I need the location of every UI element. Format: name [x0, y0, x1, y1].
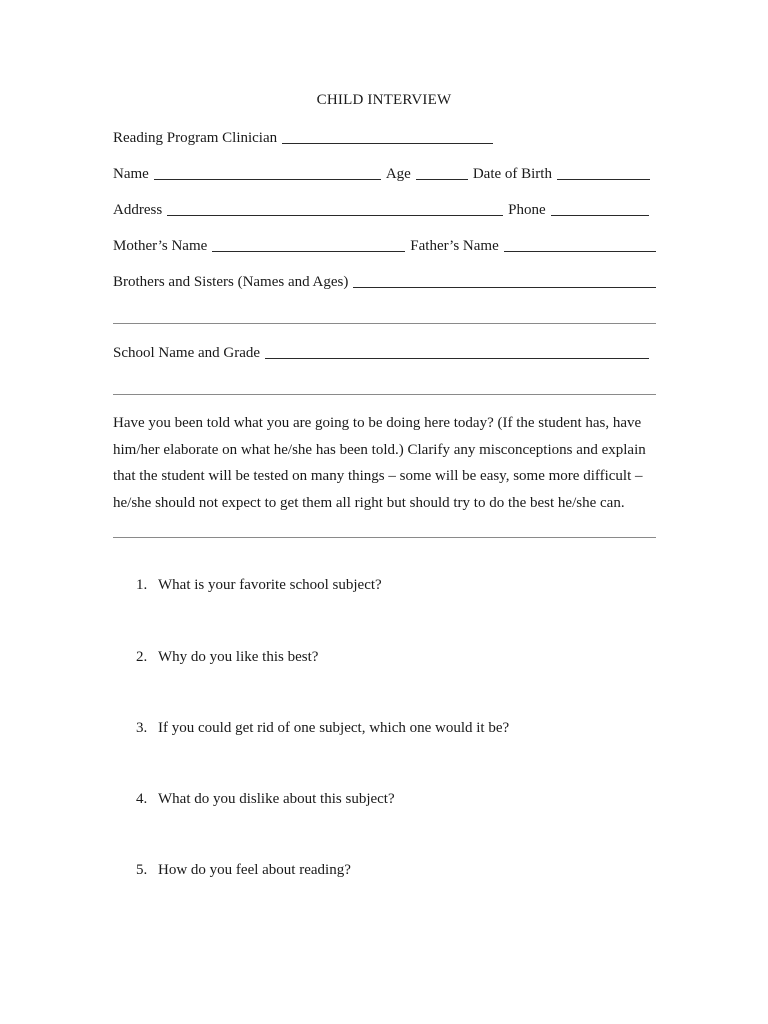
school-label: School Name and Grade	[113, 345, 261, 361]
address-row	[113, 201, 649, 219]
siblings-label: Brothers and Sisters (Names and Ages)	[113, 274, 349, 290]
question-text: If you could get rid of one subject, which one would it be?	[158, 720, 510, 736]
school-row	[113, 344, 649, 362]
address-field[interactable]	[167, 214, 503, 216]
question-item	[136, 790, 395, 808]
phone-field[interactable]	[551, 214, 649, 216]
name-label: Name	[113, 166, 149, 182]
question-number: 5.	[136, 862, 148, 878]
mother-field[interactable]	[212, 250, 405, 252]
question-number: 4.	[136, 791, 148, 807]
instructions-line: he/she should not expect to get them all right but should try to do the best he/she can.	[113, 494, 625, 511]
question-text: What do you dislike about this subject?	[158, 791, 395, 807]
question-text: Why do you like this best?	[158, 649, 319, 665]
dob-label: Date of Birth	[472, 166, 552, 182]
clinician-label: Reading Program Clinician	[113, 130, 278, 146]
phone-label: Phone	[508, 202, 546, 218]
dob-field[interactable]	[557, 178, 650, 180]
age-field[interactable]	[416, 178, 468, 180]
question-item	[136, 648, 318, 666]
instructions-line: that the student will be tested on many things – some will be easy, some more difficult –	[113, 468, 643, 484]
siblings-row	[113, 273, 656, 291]
parents-row	[113, 237, 656, 255]
father-label: Father’s Name	[410, 238, 499, 254]
school-field[interactable]	[265, 357, 649, 359]
age-label: Age	[385, 166, 411, 182]
instructions-line: Have you been told what you are going to be doing here today? (If the student has, have	[113, 415, 642, 431]
mother-label: Mother’s Name	[113, 238, 208, 254]
siblings-continuation-line[interactable]	[113, 323, 656, 324]
question-text: How do you feel about reading?	[158, 862, 351, 878]
instructions-response-line[interactable]	[113, 537, 656, 538]
question-item	[136, 719, 509, 737]
question-number: 1.	[136, 577, 148, 593]
clinician-row	[113, 129, 493, 147]
address-label: Address	[113, 202, 163, 218]
instructions-paragraph	[113, 410, 658, 516]
question-number: 2.	[136, 649, 148, 665]
question-item	[136, 861, 351, 879]
name-row	[113, 165, 650, 183]
instructions-line: him/her elaborate on what he/she has been told.) Clarify any misconceptions and explain	[113, 441, 646, 458]
father-field[interactable]	[504, 250, 656, 252]
question-text: What is your favorite school subject?	[158, 577, 382, 593]
question-item	[136, 576, 382, 594]
question-number: 3.	[136, 720, 148, 736]
clinician-field[interactable]	[282, 142, 493, 144]
school-continuation-line[interactable]	[113, 394, 656, 395]
form-title: CHILD INTERVIEW	[316, 92, 452, 108]
name-field[interactable]	[154, 178, 381, 180]
siblings-field[interactable]	[353, 286, 656, 288]
